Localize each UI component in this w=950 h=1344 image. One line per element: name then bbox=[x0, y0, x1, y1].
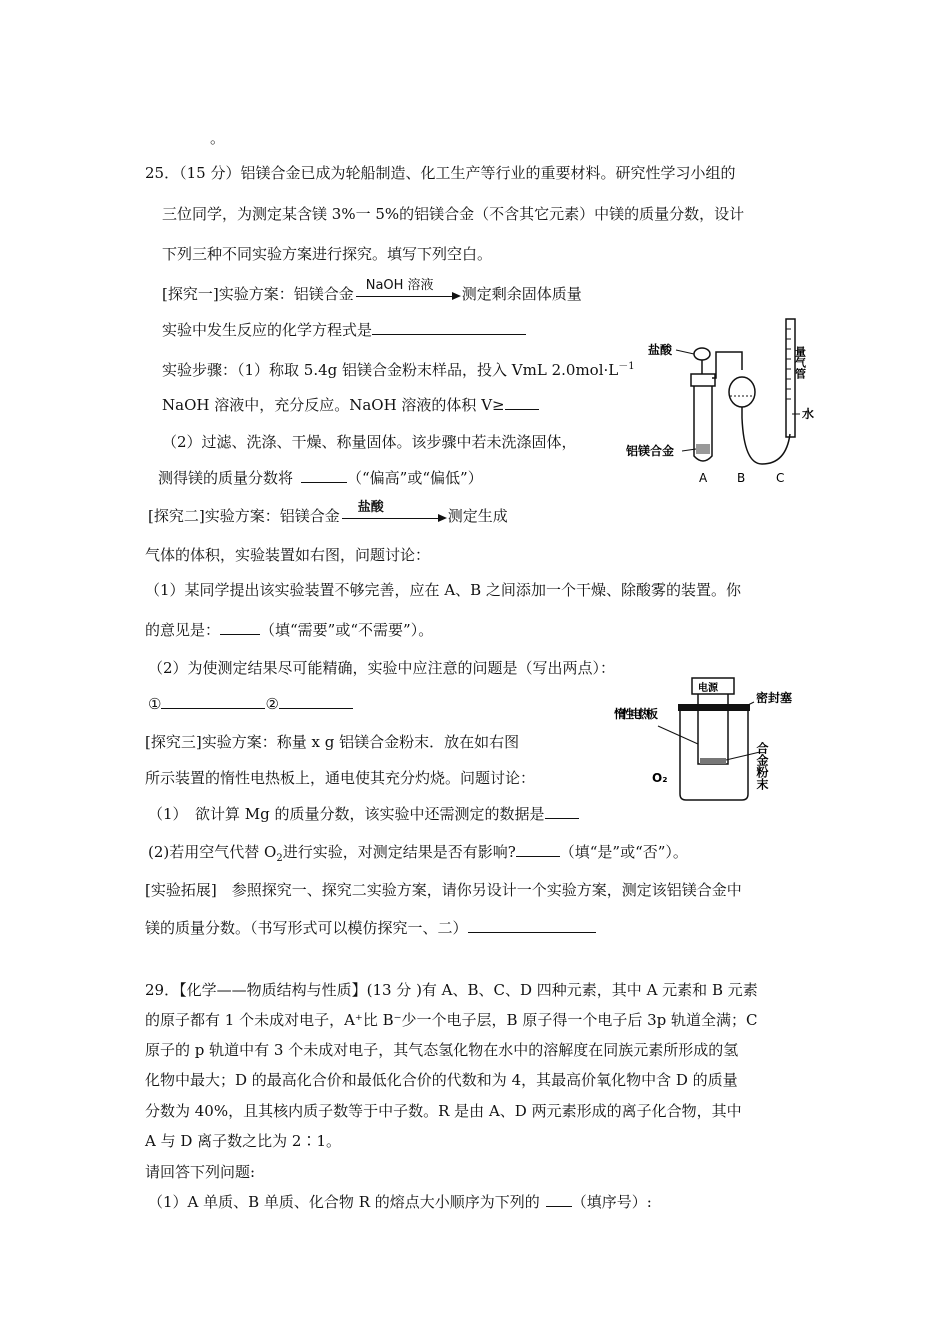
answer-blank-volume[interactable] bbox=[505, 395, 539, 410]
q29-line1: 29．【化学——物质结构与性质】(13 分 )有 A、B、C、D 四种元素，其中 A 元素和 B 元素 bbox=[145, 981, 758, 999]
q29-line7: 请回答下列问题: bbox=[145, 1163, 256, 1181]
q29-line4: 化物中最大；D 的最高化合价和最低化合价的代数和为 4，其最高价氧化物中含 D 的质量 bbox=[145, 1071, 738, 1089]
experiment1-step2: （2）过滤、洗涤、干燥、称量固体。该步骤中若未洗涤固体， bbox=[162, 433, 577, 451]
experiment2-scheme: [探究二]实验方案：铝镁合金 盐酸 测定生成 bbox=[148, 500, 508, 525]
label-c: C bbox=[776, 471, 785, 485]
label-alloy: 铝镁合金 bbox=[626, 444, 675, 458]
experiment1-scheme bbox=[162, 278, 582, 304]
experiment1-suffix: 测定剩余固体质量 bbox=[461, 285, 582, 303]
label-power: 电源 bbox=[698, 683, 718, 694]
label-measuring-tube: 量气管 bbox=[793, 346, 807, 379]
experiment2-arrow bbox=[340, 500, 448, 526]
label-water: 水 bbox=[802, 407, 815, 421]
experiment2-q2-blanks: ① ② bbox=[148, 694, 353, 714]
label-alloy-powder: 合金粉末 bbox=[755, 742, 769, 790]
experiment2-q1-cont: 的意见是： （填“需要”或“不需要”）。 bbox=[145, 621, 434, 639]
answer-blank-bias[interactable] bbox=[301, 468, 347, 483]
extension-line2: 镁的质量分数。（书写形式可以模仿探究一、二） bbox=[145, 918, 596, 938]
experiment3-line1: [探究三]实验方案：称量 x g 铝镁合金粉末．放在如右图 bbox=[145, 733, 520, 751]
answer-blank-effect[interactable] bbox=[516, 842, 560, 857]
experiment2-q2: （2）为使测定结果尽可能精确，实验中应注意的问题是（写出两点）： bbox=[148, 659, 616, 677]
q25-header: 25．（15 分）铝镁合金已成为轮船制造、化工生产等行业的重要材料。研究性学习小组的 bbox=[145, 164, 736, 182]
q29-line5: 分数为 40%，且其核内质子数等于中子数。R 是由 A、D 两元素形成的离子化合物，其中 bbox=[145, 1102, 742, 1120]
label-seal-stopper: 密封塞 bbox=[756, 691, 793, 705]
combustion-apparatus-figure bbox=[610, 674, 810, 814]
experiment1-step2-cont: 测得镁的质量分数将 （“偏高”或“偏低”） bbox=[158, 469, 483, 487]
experiment3-q1: （1） 欲计算 Mg 的质量分数，该实验中还需测定的数据是 bbox=[148, 804, 579, 824]
q29-line8: （1）A 单质、B 单质、化合物 R 的熔点大小顺序为下列的 （填序号）: bbox=[148, 1193, 652, 1211]
experiment1-prefix: [探究一]实验方案：铝镁合金 bbox=[162, 285, 354, 303]
label-heating-plate: 惰性电热板 bbox=[614, 707, 658, 721]
label-b: B bbox=[737, 471, 746, 485]
answer-blank-need[interactable] bbox=[220, 620, 260, 635]
gas-measuring-apparatus-figure bbox=[620, 314, 820, 489]
answer-blank-point1[interactable] bbox=[161, 694, 265, 709]
experiment1-step1: 实验步骤：（1）称取 5.4g 铝镁合金粉末样品，投入 VmL $2.0mol\cdot L^{-1}$ bbox=[162, 361, 635, 379]
q29-line6: A 与 D 离子数之比为 2∶1。 bbox=[145, 1132, 342, 1150]
experiment1-arrow bbox=[354, 278, 462, 304]
answer-blank-equation[interactable] bbox=[372, 320, 526, 335]
q29-line3: 原子的 p 轨道中有 3 个未成对电子，其气态氢化物在水中的溶解度在同族元素所形成的氢 bbox=[145, 1041, 739, 1059]
answer-blank-design[interactable] bbox=[468, 918, 596, 933]
experiment2-line2: 气体的体积，实验装置如右图，问题讨论： bbox=[145, 546, 431, 564]
answer-blank-data[interactable] bbox=[545, 804, 579, 819]
top-mark: 。 bbox=[210, 129, 226, 147]
q25-line3: 下列三种不同实验方案进行探究。填写下列空白。 bbox=[162, 245, 493, 263]
experiment1-equation: 实验中发生反应的化学方程式是 bbox=[162, 320, 526, 340]
label-hydrochloric-acid: 盐酸 bbox=[648, 343, 673, 357]
experiment2-q1: （1）某同学提出该实验装置不够完善，应在 A、B 之间添加一个干燥、除酸雾的装置。你 bbox=[145, 581, 741, 599]
label-oxygen: O₂ bbox=[652, 771, 668, 785]
experiment3-line2: 所示装置的惰性电热板上，通电使其充分灼烧。问题讨论： bbox=[145, 769, 536, 787]
extension-line1: [实验拓展] 参照探究一、探究二实验方案，请你另设计一个实验方案，测定该铝镁合金中 bbox=[145, 881, 742, 899]
experiment1-arrow-label: NaOH 溶液 bbox=[365, 278, 434, 293]
q29-line2: 的原子都有 1 个未成对电子，A⁺比 B⁻少一个电子层，B 原子得一个电子后 3p 轨道全满；C bbox=[145, 1011, 758, 1029]
experiment1-step1-cont: NaOH 溶液中，充分反应。NaOH 溶液的体积 V≥ bbox=[162, 395, 539, 415]
label-a: A bbox=[699, 471, 708, 485]
answer-blank-order[interactable] bbox=[546, 1192, 572, 1207]
answer-blank-point2[interactable] bbox=[279, 694, 353, 709]
experiment2-arrow-label: 盐酸 bbox=[357, 500, 384, 515]
q25-line2: 三位同学，为测定某含镁 3%一 5%的铝镁合金（不含其它元素）中镁的质量分数，设计 bbox=[162, 205, 745, 223]
experiment3-q2: (2)若用空气代替 $O_2$进行实验，对测定结果是否有影响? （填“是”或“否”）。 bbox=[148, 843, 688, 864]
